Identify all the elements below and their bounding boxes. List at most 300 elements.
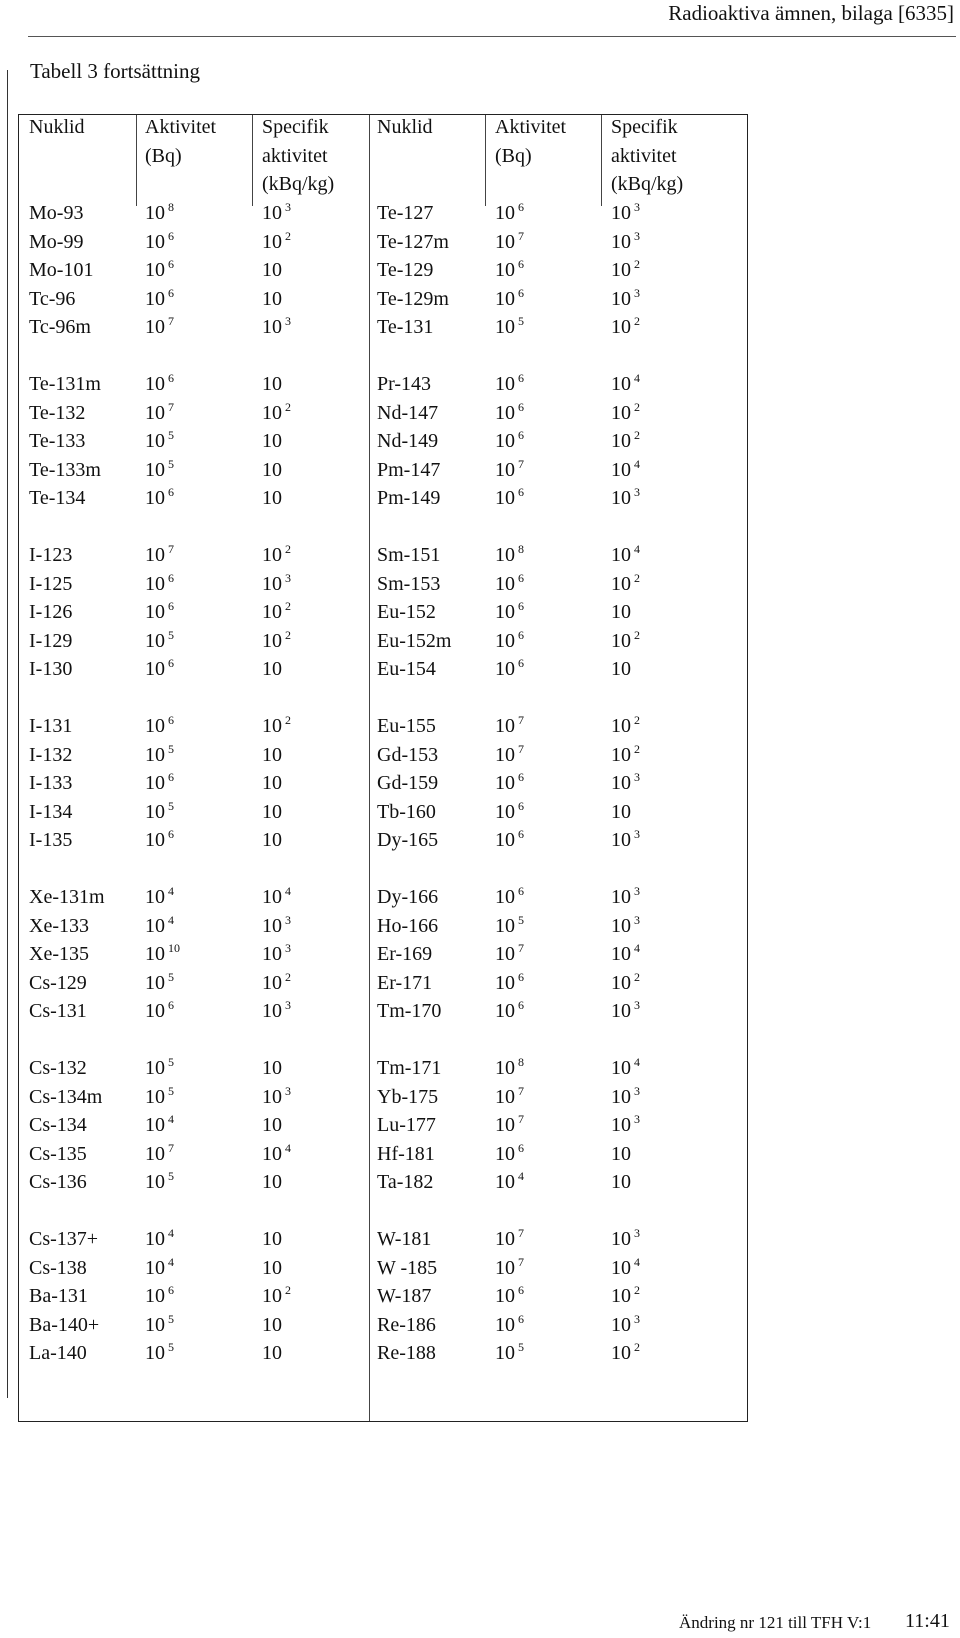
activity-cell bbox=[495, 1084, 524, 1110]
cell-value: 10 bbox=[611, 572, 631, 595]
exponent: 2 bbox=[285, 627, 291, 642]
cell-value: 10 bbox=[145, 230, 165, 253]
cell-value: I-123 bbox=[29, 544, 73, 566]
cell-value: Yb-175 bbox=[377, 1085, 439, 1108]
exponent: 3 bbox=[634, 1226, 640, 1240]
cell-value: 10 bbox=[262, 971, 282, 994]
cell-value: 10 bbox=[611, 943, 631, 965]
nuclide-cell bbox=[377, 571, 440, 597]
exponent: 5 bbox=[168, 627, 174, 642]
exponent: 6 bbox=[168, 228, 174, 243]
specific-activity-cell bbox=[262, 286, 282, 312]
exponent: 7 bbox=[518, 228, 524, 243]
cell-value: 10 bbox=[611, 458, 631, 481]
exponent: 6 bbox=[518, 1140, 524, 1155]
specific-activity-cell bbox=[611, 485, 640, 511]
exponent: 7 bbox=[168, 399, 174, 414]
exponent: 6 bbox=[518, 827, 524, 841]
exponent: 3 bbox=[634, 1112, 640, 1126]
exponent: 5 bbox=[168, 741, 174, 756]
column-header: (Bq) bbox=[495, 144, 532, 167]
activity-cell bbox=[145, 571, 174, 597]
activity-cell bbox=[495, 1226, 524, 1252]
exponent: 4 bbox=[634, 371, 640, 385]
nuclide-cell bbox=[29, 770, 72, 796]
activity-cell bbox=[145, 799, 174, 825]
exponent: 2 bbox=[634, 257, 640, 271]
cell-value: 10 bbox=[262, 487, 282, 509]
specific-activity-cell bbox=[611, 542, 640, 568]
nuclide-cell bbox=[29, 1169, 87, 1195]
cell-value: 10 bbox=[495, 943, 515, 965]
cell-value: 10 bbox=[145, 287, 165, 310]
exponent: 6 bbox=[518, 884, 524, 898]
specific-activity-cell bbox=[262, 457, 282, 483]
nuclide-cell bbox=[29, 1340, 87, 1366]
nuclide-cell bbox=[377, 257, 433, 283]
exponent: 6 bbox=[168, 770, 174, 784]
cell-value: 10 bbox=[495, 886, 515, 908]
specific-activity-cell bbox=[262, 1226, 282, 1252]
cell-value: 10 bbox=[611, 800, 631, 823]
activity-cell bbox=[495, 799, 524, 825]
cell-value: Cs-131 bbox=[29, 1000, 87, 1022]
footer-amendment: Ändring nr 121 till TFH V:1 bbox=[679, 1613, 872, 1632]
cell-value: Tc-96m bbox=[29, 316, 91, 338]
nuclide-cell bbox=[377, 1084, 438, 1110]
footer-time: 11:41 bbox=[905, 1610, 950, 1632]
cell-value: 10 bbox=[495, 1171, 515, 1193]
exponent: 6 bbox=[168, 371, 174, 385]
cell-value: 10 bbox=[495, 373, 515, 395]
activity-cell bbox=[145, 1141, 174, 1167]
nuclide-cell bbox=[29, 1055, 87, 1081]
cell-value: Pr-143 bbox=[377, 373, 432, 395]
exponent: 5 bbox=[168, 1340, 174, 1354]
exponent: 3 bbox=[634, 285, 640, 300]
exponent: 3 bbox=[285, 570, 291, 585]
nuclide-cell bbox=[29, 998, 87, 1024]
exponent: 6 bbox=[168, 827, 174, 841]
cell-value: 10 bbox=[262, 287, 282, 310]
nuclide-cell bbox=[29, 485, 85, 511]
activity-cell bbox=[495, 628, 524, 654]
nuclide-cell bbox=[377, 799, 436, 825]
exponent: 5 bbox=[168, 798, 174, 813]
nuclide-cell bbox=[29, 286, 75, 312]
cell-value: 10 bbox=[145, 829, 165, 851]
activity-cell bbox=[145, 542, 174, 568]
cell-value: Cs-137+ bbox=[29, 1228, 99, 1250]
activity-cell bbox=[145, 970, 174, 996]
exponent: 6 bbox=[518, 428, 524, 442]
specific-activity-cell bbox=[611, 656, 631, 682]
nuclide-cell bbox=[29, 571, 72, 597]
exponent: 4 bbox=[518, 1169, 524, 1183]
cell-value: Tm-171 bbox=[377, 1057, 442, 1079]
exponent: 2 bbox=[634, 713, 640, 727]
cell-value: 10 bbox=[611, 230, 631, 253]
specific-activity-cell bbox=[262, 400, 291, 426]
nuclide-cell bbox=[29, 1255, 87, 1281]
nuclide-cell bbox=[377, 200, 433, 226]
cell-value: I-130 bbox=[29, 658, 73, 680]
cell-value: Sm-153 bbox=[377, 572, 441, 595]
activity-cell bbox=[145, 457, 174, 483]
nuclide-cell bbox=[377, 970, 432, 996]
nuclide-cell bbox=[29, 713, 72, 739]
column-header: (kBq/kg) bbox=[262, 173, 335, 196]
activity-cell bbox=[495, 913, 524, 939]
nuclide-cell bbox=[377, 770, 438, 796]
specific-activity-cell bbox=[611, 457, 640, 483]
activity-cell bbox=[495, 400, 524, 426]
cell-value: 10 bbox=[495, 287, 515, 310]
cell-value: 10 bbox=[262, 1057, 282, 1079]
activity-cell bbox=[145, 884, 174, 910]
cell-value: 10 bbox=[611, 971, 631, 994]
cell-value: 10 bbox=[145, 202, 165, 224]
cell-value: 10 bbox=[495, 401, 515, 424]
cell-value: 10 bbox=[262, 1142, 282, 1165]
cell-value: Pm-149 bbox=[377, 487, 441, 509]
cell-value: 10 bbox=[145, 430, 165, 452]
cell-value: 10 bbox=[145, 1228, 165, 1250]
cell-value: 10 bbox=[262, 943, 282, 965]
exponent: 2 bbox=[634, 314, 640, 328]
cell-value: Cs-136 bbox=[29, 1171, 87, 1193]
exponent: 6 bbox=[518, 485, 524, 499]
activity-cell bbox=[145, 1226, 174, 1252]
exponent: 3 bbox=[285, 998, 291, 1012]
nuclide-cell bbox=[29, 884, 105, 910]
nuclide-cell bbox=[377, 457, 440, 483]
specific-activity-cell bbox=[262, 599, 291, 625]
cell-value: 10 bbox=[262, 259, 282, 281]
cell-value: Te-133m bbox=[29, 458, 101, 481]
activity-cell bbox=[145, 314, 174, 340]
nuclide-cell bbox=[377, 1283, 431, 1309]
exponent: 7 bbox=[168, 1140, 174, 1155]
cell-value: 10 bbox=[145, 971, 165, 994]
specific-activity-cell bbox=[262, 998, 291, 1024]
cell-value: 10 bbox=[611, 1000, 631, 1022]
specific-activity-cell bbox=[611, 314, 640, 340]
exponent: 5 bbox=[518, 314, 524, 328]
exponent: 3 bbox=[634, 485, 640, 499]
nuclide-cell bbox=[377, 1112, 436, 1138]
exponent: 6 bbox=[518, 1283, 524, 1297]
cell-value: 10 bbox=[611, 1285, 631, 1307]
exponent: 4 bbox=[634, 542, 640, 556]
activity-cell bbox=[495, 713, 524, 739]
cell-value: 10 bbox=[495, 430, 515, 452]
cell-value: 10 bbox=[495, 1256, 515, 1279]
activity-cell bbox=[495, 599, 524, 625]
specific-activity-cell bbox=[262, 628, 291, 654]
cell-value: 10 bbox=[145, 629, 165, 652]
exponent: 2 bbox=[634, 627, 640, 642]
exponent: 7 bbox=[518, 456, 524, 471]
cell-value: 10 bbox=[145, 943, 165, 965]
exponent: 5 bbox=[168, 1083, 174, 1098]
cell-value: 10 bbox=[611, 772, 631, 794]
specific-activity-cell bbox=[262, 257, 282, 283]
cell-value: Xe-131m bbox=[29, 886, 105, 908]
cell-value: Xe-135 bbox=[29, 943, 89, 965]
nuclide-cell bbox=[377, 713, 436, 739]
specific-activity-cell bbox=[262, 1055, 282, 1081]
specific-activity-cell bbox=[611, 200, 640, 226]
specific-activity-cell bbox=[611, 799, 631, 825]
exponent: 10 bbox=[168, 941, 180, 955]
cell-value: I-125 bbox=[29, 572, 73, 595]
exponent: 8 bbox=[518, 1055, 524, 1069]
specific-activity-cell bbox=[262, 713, 291, 739]
specific-activity-cell bbox=[262, 485, 282, 511]
activity-cell bbox=[145, 998, 174, 1024]
activity-cell bbox=[145, 1255, 174, 1281]
cell-value: 10 bbox=[611, 629, 631, 652]
exponent: 4 bbox=[634, 1254, 640, 1269]
specific-activity-cell bbox=[262, 941, 291, 967]
cell-value: Te-132 bbox=[29, 401, 86, 424]
cell-value: 10 bbox=[611, 1228, 631, 1250]
activity-cell bbox=[145, 200, 174, 226]
exponent: 2 bbox=[634, 428, 640, 442]
cell-value: 10 bbox=[495, 772, 515, 794]
cell-value: Ho-166 bbox=[377, 914, 439, 937]
exponent: 5 bbox=[518, 1340, 524, 1354]
exponent: 7 bbox=[518, 1226, 524, 1240]
activity-cell bbox=[145, 371, 174, 397]
header-title: Radioaktiva ämnen, bilaga [6335] bbox=[668, 1, 954, 25]
specific-activity-cell bbox=[611, 286, 640, 312]
exponent: 6 bbox=[518, 371, 524, 385]
exponent: 5 bbox=[168, 969, 174, 984]
activity-cell bbox=[145, 485, 174, 511]
nuclide-cell bbox=[377, 599, 436, 625]
cell-value: Cs-134 bbox=[29, 1114, 87, 1136]
exponent: 2 bbox=[634, 741, 640, 756]
cell-value: 10 bbox=[611, 401, 631, 424]
cell-value: Er-171 bbox=[377, 971, 433, 994]
cell-value: 10 bbox=[262, 1171, 282, 1193]
nuclide-cell bbox=[29, 428, 85, 454]
specific-activity-cell bbox=[262, 770, 282, 796]
nuclide-cell bbox=[29, 457, 101, 483]
nuclide-table bbox=[18, 114, 748, 1422]
exponent: 6 bbox=[518, 969, 524, 984]
activity-cell bbox=[145, 770, 174, 796]
specific-activity-cell bbox=[262, 1112, 282, 1138]
specific-activity-cell bbox=[611, 970, 640, 996]
cell-value: 10 bbox=[611, 287, 631, 310]
cell-value: 10 bbox=[611, 1171, 631, 1193]
cell-value: 10 bbox=[611, 544, 631, 566]
nuclide-cell bbox=[29, 257, 93, 283]
cell-value: Eu-155 bbox=[377, 715, 436, 737]
cell-value: 10 bbox=[495, 1114, 515, 1136]
activity-cell bbox=[145, 713, 174, 739]
exponent: 7 bbox=[518, 713, 524, 727]
cell-value: 10 bbox=[145, 1285, 165, 1307]
header-column-divider bbox=[136, 115, 137, 206]
exponent: 3 bbox=[634, 770, 640, 784]
cell-value: 10 bbox=[262, 316, 282, 338]
specific-activity-cell bbox=[611, 628, 640, 654]
cell-value: 10 bbox=[611, 1114, 631, 1136]
cell-value: Pm-147 bbox=[377, 458, 441, 481]
exponent: 6 bbox=[168, 257, 174, 271]
cell-value: 10 bbox=[495, 1285, 515, 1307]
nuclide-cell bbox=[29, 970, 87, 996]
specific-activity-cell bbox=[611, 941, 640, 967]
cell-value: I-134 bbox=[29, 800, 73, 823]
exponent: 3 bbox=[285, 314, 291, 328]
exponent: 3 bbox=[285, 1083, 291, 1098]
exponent: 6 bbox=[518, 656, 524, 670]
exponent: 7 bbox=[518, 1254, 524, 1269]
cell-value: Gd-153 bbox=[377, 743, 439, 766]
specific-activity-cell bbox=[611, 257, 640, 283]
cell-value: 10 bbox=[262, 572, 282, 595]
margin-change-bar bbox=[7, 70, 8, 1398]
specific-activity-cell bbox=[611, 742, 640, 768]
exponent: 6 bbox=[168, 285, 174, 300]
exponent: 4 bbox=[634, 1055, 640, 1069]
activity-cell bbox=[495, 827, 524, 853]
cell-value: 10 bbox=[611, 1342, 631, 1364]
cell-value: 10 bbox=[145, 316, 165, 338]
specific-activity-cell bbox=[262, 428, 282, 454]
cell-value: Te-133 bbox=[29, 430, 86, 452]
exponent: 3 bbox=[634, 827, 640, 841]
cell-value: Dy-165 bbox=[377, 829, 439, 851]
exponent: 4 bbox=[168, 1254, 174, 1269]
specific-activity-cell bbox=[611, 827, 640, 853]
cell-value: 10 bbox=[495, 971, 515, 994]
activity-cell bbox=[495, 1255, 524, 1281]
cell-value: Eu-154 bbox=[377, 658, 436, 680]
specific-activity-cell bbox=[262, 742, 282, 768]
exponent: 6 bbox=[168, 1283, 174, 1297]
nuclide-cell bbox=[377, 286, 449, 312]
specific-activity-cell bbox=[262, 229, 291, 255]
cell-value: Te-131m bbox=[29, 373, 101, 395]
exponent: 4 bbox=[168, 1112, 174, 1126]
activity-cell bbox=[145, 628, 174, 654]
exponent: 4 bbox=[168, 912, 174, 927]
activity-cell bbox=[495, 457, 524, 483]
activity-cell bbox=[145, 742, 174, 768]
cell-value: 10 bbox=[262, 772, 282, 794]
cell-value: 10 bbox=[262, 1342, 282, 1364]
nuclide-cell bbox=[377, 542, 440, 568]
specific-activity-cell bbox=[611, 1141, 631, 1167]
exponent: 6 bbox=[168, 713, 174, 727]
cell-value: 10 bbox=[495, 829, 515, 851]
exponent: 2 bbox=[634, 1283, 640, 1297]
activity-cell bbox=[145, 941, 180, 967]
cell-value: 10 bbox=[611, 1057, 631, 1079]
exponent: 7 bbox=[518, 1112, 524, 1126]
cell-value: 10 bbox=[611, 886, 631, 908]
exponent: 3 bbox=[634, 1311, 640, 1326]
cell-value: Sm-151 bbox=[377, 544, 441, 566]
activity-cell bbox=[495, 1283, 524, 1309]
cell-value: La-140 bbox=[29, 1342, 87, 1364]
column-header: aktivitet bbox=[262, 144, 328, 167]
cell-value: Xe-133 bbox=[29, 914, 89, 937]
specific-activity-cell bbox=[611, 1340, 640, 1366]
specific-activity-cell bbox=[611, 1255, 640, 1281]
cell-value: Te-129m bbox=[377, 287, 449, 310]
cell-value: 10 bbox=[145, 886, 165, 908]
column-header: (kBq/kg) bbox=[611, 173, 684, 196]
exponent: 2 bbox=[285, 228, 291, 243]
exponent: 6 bbox=[518, 257, 524, 271]
cell-value: 10 bbox=[262, 373, 282, 395]
cell-value: 10 bbox=[611, 1085, 631, 1108]
cell-value: Tc-96 bbox=[29, 287, 76, 310]
exponent: 5 bbox=[518, 912, 524, 927]
cell-value: 10 bbox=[495, 1342, 515, 1364]
header-divider bbox=[28, 36, 956, 37]
cell-value: 10 bbox=[611, 487, 631, 509]
cell-value: 10 bbox=[145, 487, 165, 509]
specific-activity-cell bbox=[262, 1312, 282, 1338]
exponent: 6 bbox=[518, 399, 524, 414]
specific-activity-cell bbox=[611, 229, 640, 255]
activity-cell bbox=[145, 1112, 174, 1138]
cell-value: 10 bbox=[495, 487, 515, 509]
nuclide-cell bbox=[377, 428, 438, 454]
exponent: 4 bbox=[285, 884, 291, 898]
activity-cell bbox=[145, 1283, 174, 1309]
cell-value: 10 bbox=[262, 601, 282, 623]
exponent: 2 bbox=[634, 399, 640, 414]
specific-activity-cell bbox=[262, 571, 291, 597]
cell-value: 10 bbox=[611, 430, 631, 452]
activity-cell bbox=[495, 371, 524, 397]
activity-cell bbox=[145, 599, 174, 625]
exponent: 3 bbox=[634, 998, 640, 1012]
exponent: 2 bbox=[285, 1283, 291, 1297]
cell-value: 10 bbox=[145, 772, 165, 794]
cell-value: 10 bbox=[145, 373, 165, 395]
activity-cell bbox=[145, 257, 174, 283]
specific-activity-cell bbox=[262, 314, 291, 340]
specific-activity-cell bbox=[611, 428, 640, 454]
cell-value: I-135 bbox=[29, 829, 73, 851]
nuclide-cell bbox=[377, 656, 436, 682]
specific-activity-cell bbox=[611, 1283, 640, 1309]
cell-value: 10 bbox=[262, 886, 282, 908]
exponent: 8 bbox=[168, 200, 174, 214]
cell-value: 10 bbox=[611, 601, 631, 623]
cell-value: Cs-138 bbox=[29, 1256, 87, 1279]
cell-value: 10 bbox=[611, 1256, 631, 1279]
exponent: 6 bbox=[518, 570, 524, 585]
cell-value: Te-134 bbox=[29, 487, 86, 509]
specific-activity-cell bbox=[262, 827, 282, 853]
cell-value: Te-127 bbox=[377, 202, 434, 224]
cell-value: Re-186 bbox=[377, 1313, 436, 1336]
cell-value: W-181 bbox=[377, 1228, 432, 1250]
exponent: 3 bbox=[634, 200, 640, 214]
cell-value: 10 bbox=[145, 1085, 165, 1108]
